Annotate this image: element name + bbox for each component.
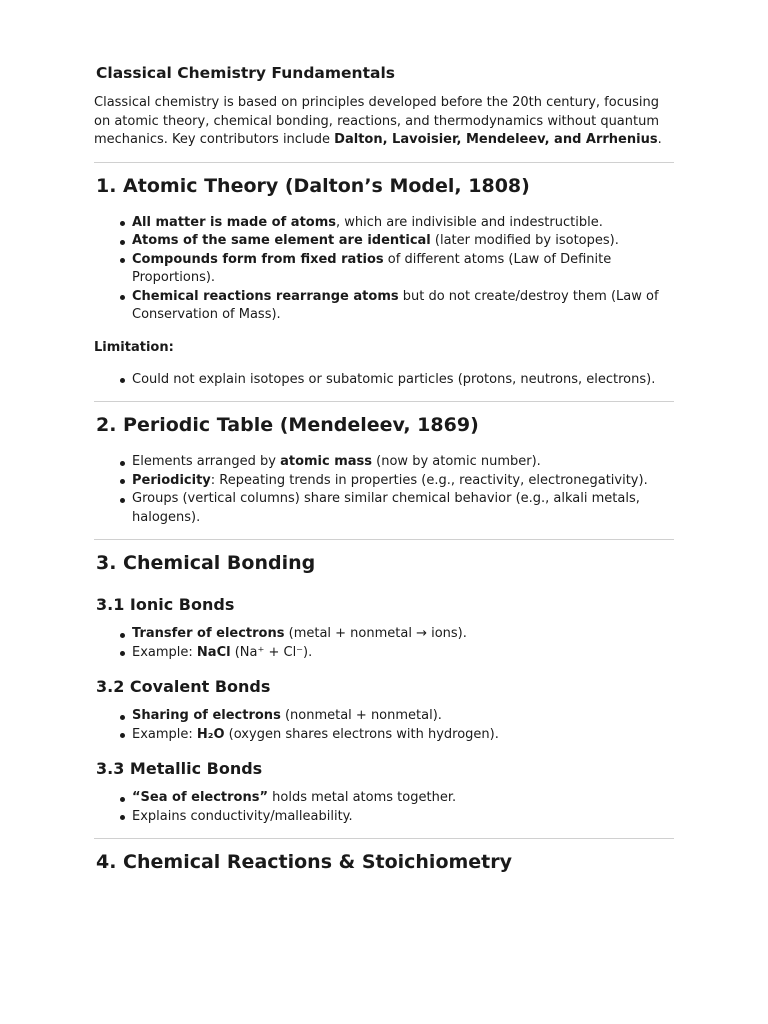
list-item (132, 625, 674, 644)
intro-paragraph (94, 94, 674, 150)
section-divider (94, 401, 674, 402)
intro-end: . (657, 132, 662, 147)
list-item-text: (now by atomic number). (372, 454, 541, 469)
intro-text: Classical chemistry is based on principles developed before the 20th century, focusing on atomic theory, chemical bonding, reactions, and thermodynamics without quantum mechanics. Key contributors include (94, 95, 660, 147)
subsection-heading-covalent: 3.2 Covalent Bonds (96, 677, 271, 696)
list-item-bold: Transfer of electrons (132, 626, 285, 641)
list-item (132, 371, 674, 390)
list-item (132, 232, 674, 251)
list-item (132, 490, 674, 527)
list-item-bold: H₂O (196, 726, 225, 742)
list-item (132, 472, 674, 491)
list-item-text: of different atoms (Law of Definite Proportions). (132, 251, 612, 285)
list-item (132, 288, 674, 325)
section-divider (94, 838, 674, 839)
section-divider (94, 162, 674, 163)
limitation-label: Limitation: (94, 339, 174, 355)
covalent-bonds-list (94, 707, 674, 744)
intro-contributors: Dalton, Lavoisier, Mendeleev, and Arrhenius (334, 132, 658, 147)
list-item (132, 707, 674, 726)
list-item-text: (nonmetal + nonmetal). (280, 708, 442, 723)
list-item (132, 644, 674, 663)
list-item-text: : Repeating trends in properties (e.g., reactivity, electronegativity). (210, 472, 648, 488)
list-item-text: (Na⁺ + Cl⁻). (230, 644, 313, 660)
limitation-list (94, 371, 674, 390)
list-item-bold: All matter is made of atoms (132, 214, 337, 230)
list-item-text: Example: (132, 644, 197, 660)
list-item-bold: Periodicity (132, 472, 211, 488)
list-item-text: , which are indivisible and indestructible. (336, 214, 603, 230)
section-heading-atomic-theory: 1. Atomic Theory (Dalton’s Model, 1808) (96, 174, 530, 197)
section-heading-chemical-bonding: 3. Chemical Bonding (96, 552, 316, 574)
metallic-bonds-list (94, 789, 674, 826)
list-item-text: Could not explain isotopes or subatomic particles (protons, neutrons, electrons). (132, 371, 656, 387)
list-item-text: Groups (vertical columns) share similar chemical behavior (e.g., alkali metals, halogens). (132, 491, 640, 525)
document-body (94, 62, 674, 875)
section-divider (94, 539, 674, 540)
ionic-bonds-list (94, 625, 674, 662)
list-item (132, 808, 674, 827)
list-item-text: Explains conductivity/malleability. (132, 808, 353, 824)
list-item-text: holds metal atoms together. (268, 790, 457, 805)
list-item-text: but do not create/destroy them (Law of Conservation of Mass). (132, 288, 659, 322)
list-item-bold: “Sea of electrons” (132, 790, 269, 805)
subsection-heading-metallic: 3.3 Metallic Bonds (96, 759, 263, 778)
list-item-bold: Chemical reactions rearrange atoms (132, 288, 399, 304)
section-heading-chemical-reactions: 4. Chemical Reactions & Stoichiometry (96, 851, 513, 873)
list-item-text: (oxygen shares electrons with hydrogen). (224, 726, 499, 742)
list-item-bold: Sharing of electrons (132, 708, 281, 723)
subsection-heading-ionic: 3.1 Ionic Bonds (96, 595, 235, 614)
list-item (132, 789, 674, 808)
list-item (132, 251, 674, 288)
list-item (132, 726, 674, 745)
list-item-text: (later modified by isotopes). (430, 233, 619, 248)
atomic-theory-list (94, 214, 674, 325)
list-item-bold: Compounds form from fixed ratios (132, 251, 384, 267)
list-item-bold: atomic mass (280, 454, 373, 469)
list-item-bold: NaCl (196, 644, 231, 660)
list-item-text: (metal + nonmetal → ions). (284, 626, 467, 641)
list-item-text: Elements arranged by (132, 454, 281, 469)
list-item-text: Example: (132, 726, 197, 742)
list-item (132, 453, 674, 472)
section-heading-periodic-table: 2. Periodic Table (Mendeleev, 1869) (96, 414, 479, 436)
list-item (132, 214, 674, 233)
periodic-table-list (94, 453, 674, 527)
list-item-bold: Atoms of the same element are identical (132, 233, 431, 248)
document-title: Classical Chemistry Fundamentals (96, 64, 395, 82)
